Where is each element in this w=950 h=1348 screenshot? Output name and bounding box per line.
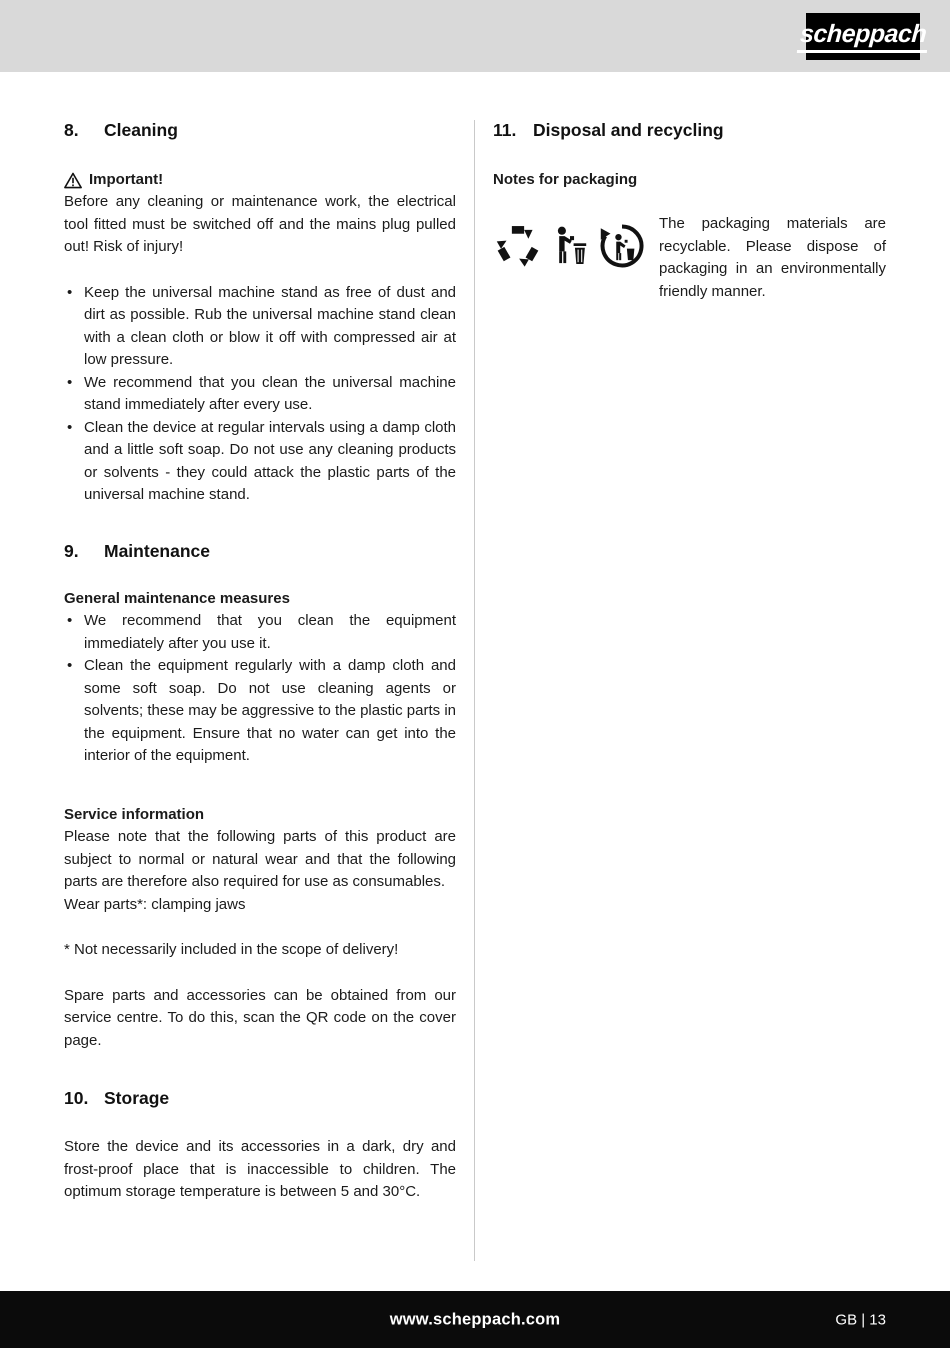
maintenance-bullet-list (64, 610, 456, 768)
footer-page-number: GB | 13 (835, 1311, 886, 1328)
section-9-heading (64, 541, 456, 563)
scheppach-logo-text: scheppach (797, 20, 929, 53)
recycling-mobius-icon (493, 223, 543, 269)
section-10-title: Storage (104, 1088, 170, 1109)
important-note-heading (64, 169, 456, 192)
scheppach-logo (799, 13, 928, 60)
notes-for-packaging-heading: Notes for packaging (493, 170, 638, 188)
section-8-title: Cleaning (104, 120, 178, 140)
important-label: Important! (89, 170, 164, 188)
section-8-heading (64, 120, 456, 142)
header-bar (0, 0, 950, 72)
list-item: • Keep the universal machine stand as free of dust and dirt as possible. Rub the universal machine stand clean with a clean cloth or blow it off with compressed air at low pressure. (64, 282, 456, 372)
packaging-paragraph: The packaging materials are recyclable. Please dispose of packaging in an environmentally friendly manner. (659, 215, 886, 300)
storage-paragraph: Store the device and its accessories in a dark, dry and frost-proof place that is inaccessible to children. The optimum storage temperature is between 5 and 30°C. (64, 1138, 456, 1201)
section-8-number: 8. (64, 120, 79, 140)
cleaning-bullet-list (64, 282, 456, 507)
general-maintenance-heading: General maintenance measures (64, 589, 290, 607)
service-information-heading: Service information (64, 805, 205, 823)
footer-url: www.scheppach.com (389, 1310, 561, 1328)
page-content (0, 72, 950, 1291)
list-item: • Clean the device at regular intervals using a damp cloth and a little soft soap. Do not use any cleaning products or solvents - they could attack the plastic parts of the universal machine stand. (64, 417, 456, 507)
section-11-title: Disposal and recycling (533, 120, 724, 140)
column-divider (474, 120, 475, 1261)
wear-parts-line: Wear parts*: clamping jaws (64, 895, 246, 913)
list-item: • We recommend that you clean the equipment immediately after you use it. (64, 610, 456, 655)
litter-disposal-icon (552, 224, 588, 268)
section-10-heading (64, 1088, 456, 1110)
section-10-number: 10. (64, 1088, 89, 1109)
section-9-title: Maintenance (104, 540, 210, 561)
important-paragraph: Before any cleaning or maintenance work, the electrical tool fitted must be switched off and the mains plug pulled out! Risk of injury! (64, 193, 456, 256)
list-item: • We recommend that you clean the universal machine stand immediately after every use. (64, 372, 456, 417)
packaging-info-row (493, 213, 886, 303)
footer-bar (0, 1291, 950, 1348)
packaging-icons (493, 213, 647, 269)
left-column (64, 120, 456, 1291)
list-item: • Clean the equipment regularly with a damp cloth and some soft soap. Do not use cleaning agents or solvents; these may be aggressive to the plastic parts in the equipment. Ensure that no water can get into the interior of the equipment. (64, 655, 456, 768)
warning-icon (64, 172, 82, 189)
right-column (493, 120, 886, 1291)
spare-parts-paragraph: Spare parts and accessories can be obtained from our service centre. To do this, scan the QR code on the cover page. (64, 986, 456, 1049)
recycle-loop-person-icon (597, 223, 647, 269)
section-11-heading (493, 120, 886, 142)
section-9-number: 9. (64, 540, 79, 561)
service-information-paragraph: Please note that the following parts of this product are subject to normal or natural wear and that the following parts are therefore also required for use as consumables. (64, 828, 456, 891)
section-11-number: 11. (493, 120, 517, 140)
delivery-note: * Not necessarily included in the scope of delivery! (64, 941, 399, 959)
